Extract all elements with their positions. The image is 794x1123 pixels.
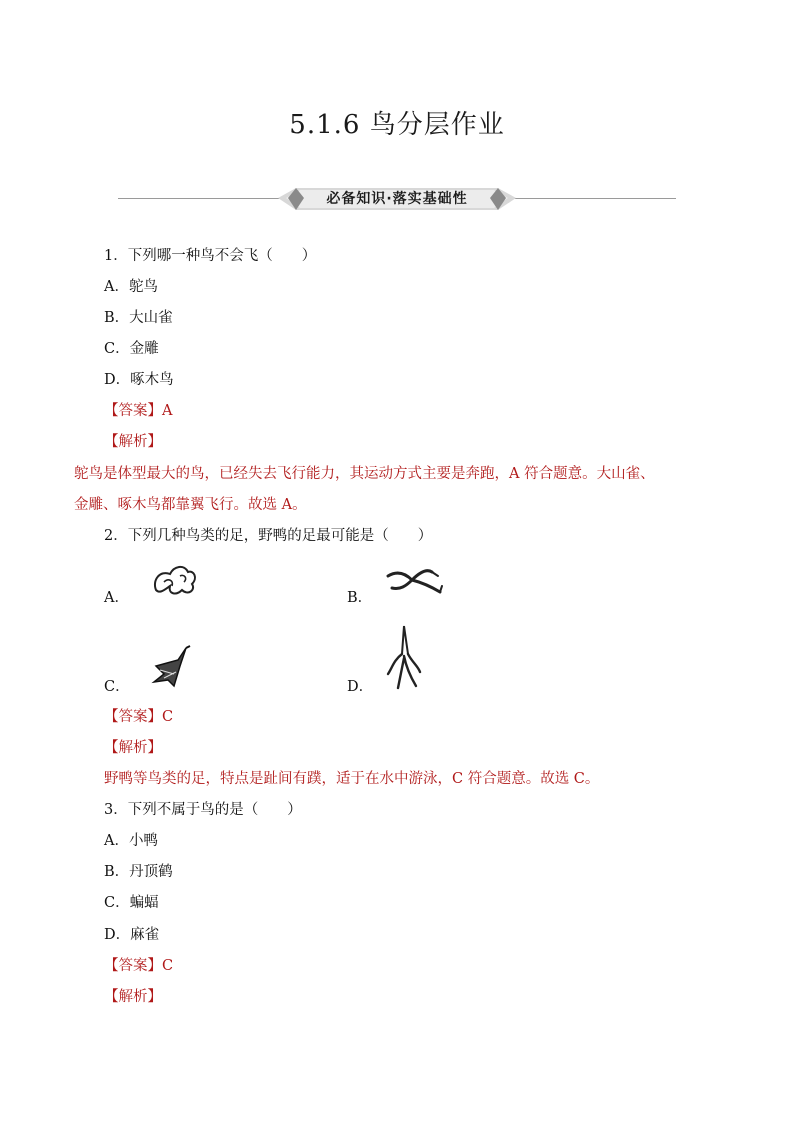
page-title: 5.1.6 鸟分层作业 — [289, 110, 505, 140]
answer-value: C — [162, 709, 174, 725]
question-3-option-c: C．蝙蝠 — [104, 895, 159, 911]
question-2-option-c-label: C． — [104, 679, 130, 695]
question-1-analysis-line-2: 金雕、啄木鸟都靠翼飞行。故选 A。 — [74, 497, 307, 513]
bird-foot-perching-icon — [386, 564, 446, 600]
banner-rule-left — [118, 198, 298, 199]
question-2-option-b-label: B． — [347, 590, 373, 606]
question-1-option-c: C．金雕 — [104, 341, 159, 357]
question-1-option-a: A．鸵鸟 — [104, 279, 158, 295]
question-1-option-b: B．大山雀 — [104, 310, 173, 326]
question-2-answer — [104, 707, 173, 727]
question-2-analysis-label: 【解析】 — [104, 740, 162, 756]
question-2-analysis-line-1: 野鸭等鸟类的足，特点是趾间有蹼，适于在水中游泳，C 符合题意。故选 C。 — [104, 771, 600, 787]
answer-label: 【答案】 — [104, 709, 162, 725]
answer-label: 【答案】 — [104, 403, 162, 419]
bird-foot-webbed-icon — [146, 644, 194, 690]
bird-foot-curled-icon — [150, 560, 200, 600]
question-2-stem: 2．下列几种鸟类的足，野鸭的足最可能是（ ） — [104, 528, 433, 544]
answer-value: C — [162, 958, 174, 974]
question-1-option-d: D．啄木鸟 — [104, 372, 174, 388]
answer-value: A — [162, 403, 173, 419]
question-1-stem: 1．下列哪一种鸟不会飞（ ） — [104, 248, 317, 264]
question-3-option-b: B．丹顶鹤 — [104, 864, 173, 880]
question-1-analysis-label: 【解析】 — [104, 434, 162, 450]
question-2-option-a-label: A． — [104, 590, 129, 606]
question-1-analysis-line-1: 鸵鸟是体型最大的鸟，已经失去飞行能力，其运动方式主要是奔跑，A 符合题意。大山雀、 — [74, 466, 655, 482]
question-3-option-a: A．小鸭 — [104, 833, 158, 849]
question-1-answer — [104, 401, 172, 421]
bird-foot-grasping-icon — [384, 624, 424, 690]
section-banner-label: 必备知识·落实基础性 — [326, 191, 468, 207]
banner-rule-right — [496, 198, 676, 199]
question-3-analysis-label: 【解析】 — [104, 989, 162, 1005]
question-2-option-d-label: D． — [347, 679, 374, 695]
question-3-answer — [104, 956, 173, 976]
section-banner — [118, 184, 676, 214]
question-3-option-d: D．麻雀 — [104, 927, 160, 943]
answer-label: 【答案】 — [104, 958, 162, 974]
question-3-stem: 3．下列不属于鸟的是（ ） — [104, 802, 302, 818]
